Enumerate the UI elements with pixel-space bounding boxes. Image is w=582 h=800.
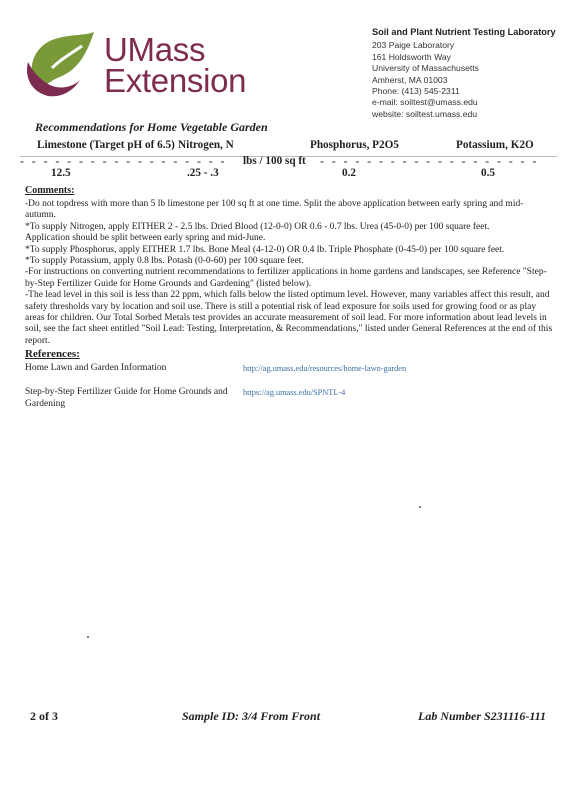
lab-email: e-mail: soiltest@umass.edu — [372, 97, 478, 108]
comment-paragraph: -Do not topdress with more than 5 lb limestone per 100 sq ft at one time. Split the above application between early spring and mid-autumn. — [25, 199, 524, 221]
comment-paragraph: -For instructions on converting nutrient recommendations to fertilizer applications in home gardens and landscapes, see Reference "Step-by-Step Fertilizer Guide for Home Grounds and Gardening" (listed below). — [25, 267, 547, 289]
header-phosphorus: Phosphorus, P2O5 — [310, 139, 399, 151]
dash-separator-right: - - - - - - - - - - - - - - - - - - - — [320, 154, 539, 168]
lab-number: Lab Number S231116-111 — [418, 709, 547, 723]
lab-title: Soil and Plant Nutrient Testing Laboratory — [372, 27, 556, 37]
comment-paragraph: *To supply Nitrogen, apply EITHER 2 - 2.5 lbs. Dried Blood (12-0-0) OR 0.6 - 0.7 lbs. Urea (45-0-0) per 100 square feet. — [25, 221, 490, 232]
comments-heading: Comments: — [25, 185, 75, 196]
scan-speck — [87, 636, 89, 638]
lab-address-line: University of Massachusetts — [372, 63, 479, 74]
logo-line-umass: UMass — [104, 31, 206, 68]
dash-separator-left: - - - - - - - - - - - - - - - - - - — [20, 154, 227, 168]
value-limestone: 12.5 — [51, 167, 71, 179]
value-potassium: 0.5 — [481, 167, 495, 179]
sample-id: Sample ID: 3/4 From Front — [182, 709, 321, 723]
comment-paragraph: *To supply Phosphorus, apply EITHER 1.7 lbs. Bone Meal (4-12-0) OR 0.4 lb. Triple Phosphate (0-45-0) per 100 square feet. — [25, 244, 505, 255]
logo-line-extension: Extension — [104, 62, 247, 99]
comment-paragraph: -The lead level in this soil is less than 22 ppm, which falls below the listed optimum level. However, many variables affect this result, and safety thresholds vary by location and soil use. There is still a potential risk of lead exposure for soils used for growing food or as play areas for children. Our Total Sorbed Metals test provides an accurate measurement of soil lead. For more information about lead levels in soil, see the fact sheet entitled "Soil Lead: Testing, Interpretation, & Recommendations," listed under General References at the end of this report. — [25, 290, 553, 346]
value-nitrogen: .25 - .3 — [187, 167, 219, 179]
header-potassium: Potassium, K2O — [456, 139, 534, 151]
lab-address-line: 161 Holdsworth Way — [372, 51, 451, 62]
reference-label: Step-by-Step Fertilizer Guide for Home Grounds and Gardening — [25, 387, 228, 409]
comment-paragraph: *To supply Potassium, apply 0.8 lbs. Potash (0-0-60) per 100 square feet. — [25, 256, 304, 267]
reference-link[interactable]: http://ag.umass.edu/resources/home-lawn-garden — [243, 364, 407, 373]
lab-address-line: Amherst, MA 01003 — [372, 74, 448, 85]
recommendations-title: Recommendations for Home Vegetable Garden — [35, 120, 268, 134]
scan-speck — [419, 506, 421, 508]
lab-phone: Phone: (413) 545-2311 — [372, 86, 460, 97]
lab-website: website: soiltest.umass.edu — [372, 108, 478, 119]
leaf-logo-icon — [22, 28, 102, 98]
comment-paragraph: Application should be split between early spring and mid-June. — [25, 233, 266, 244]
lab-address-block — [372, 27, 556, 120]
references-heading: References: — [25, 348, 80, 360]
lab-address-line: 203 Paige Laboratory — [372, 40, 455, 51]
header-limestone: Limestone (Target pH of 6.5) — [37, 139, 175, 151]
value-phosphorus: 0.2 — [342, 167, 356, 179]
page-number: 2 of 3 — [30, 709, 58, 723]
logo-wordmark — [104, 31, 247, 99]
reference-label: Home Lawn and Garden Information — [25, 363, 167, 373]
unit-label: lbs / 100 sq ft — [243, 155, 306, 167]
header-nitrogen: Nitrogen, N — [178, 139, 234, 151]
reference-link[interactable]: https://ag.umass.edu/SPNTL-4 — [243, 388, 346, 397]
comments-body — [25, 199, 553, 347]
